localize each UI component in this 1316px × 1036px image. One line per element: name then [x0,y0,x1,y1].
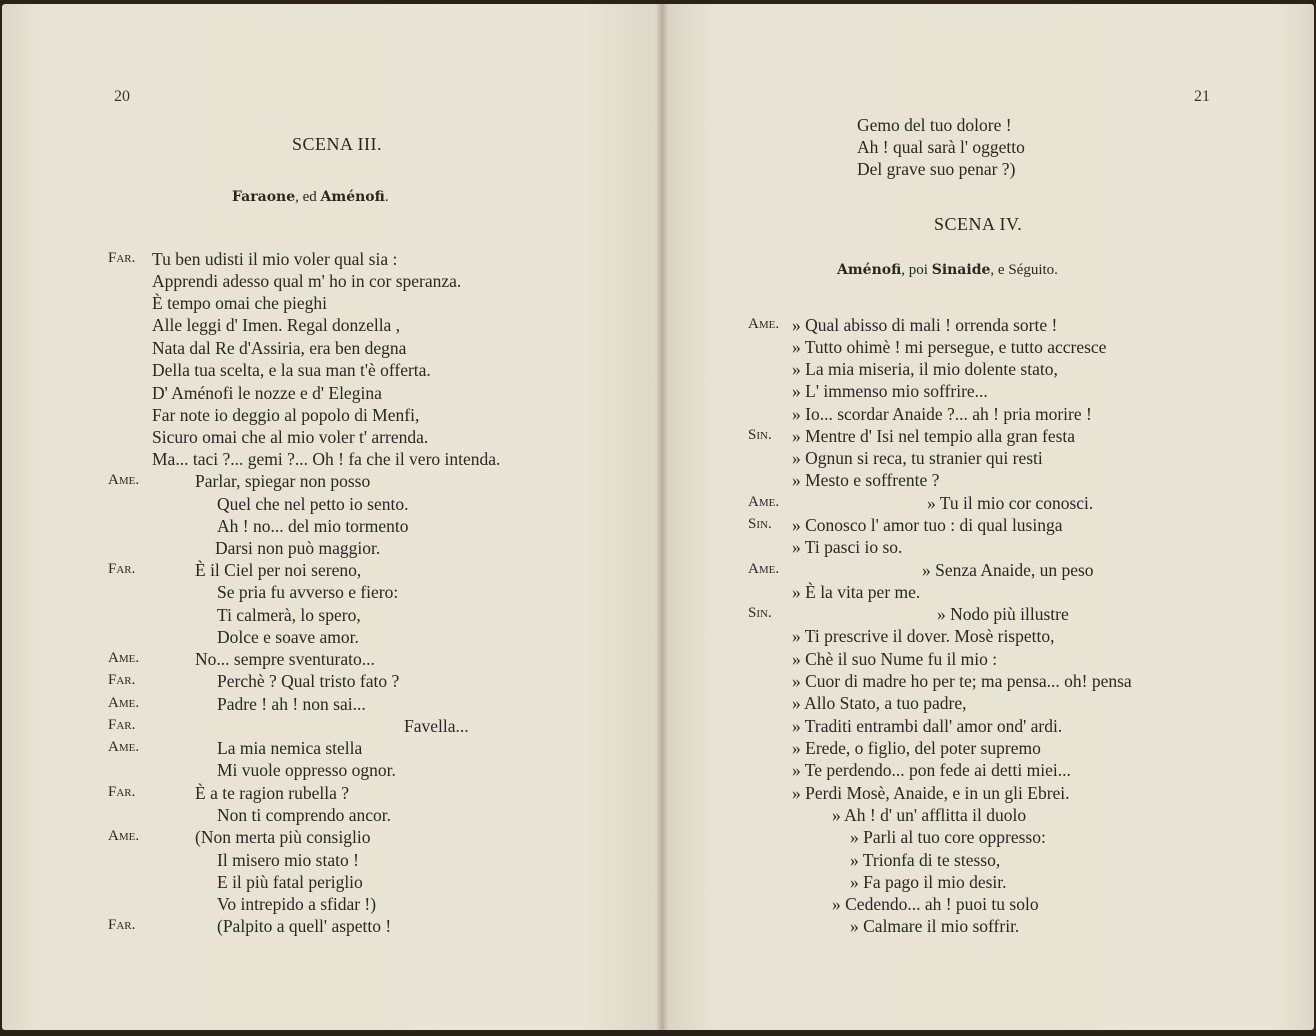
scene-characters [837,262,1058,279]
verse-line: » Chè il suo Nume fu il mio : [792,649,998,669]
verse-line: » Te perdendo... pon fede ai detti miei... [792,760,1071,780]
speaker-label: Ame. [748,561,780,577]
speaker-label: Sin. [748,605,772,621]
verse-line: Ah ! qual sarà l' oggetto [857,137,1025,157]
verse-line: » La mia miseria, il mio dolente stato, [792,359,1058,379]
speaker-label: Far. [108,672,136,688]
verse-line: » Cuor di madre ho per te; ma pensa... oh! pensa [792,671,1132,691]
verse-line: La mia nemica stella [217,738,363,758]
verse-line: » Ti pasci io so. [792,537,903,557]
verse-line: (Palpito a quell' aspetto ! [217,916,392,936]
verse-line: Far note io deggio al popolo di Menfi, [152,405,420,425]
verse-line: Tu ben udisti il mio voler qual sia : [152,249,398,269]
right-page [662,4,1314,1030]
left-page [2,4,662,1030]
scene-characters [232,189,389,206]
verse-line: » Tutto ohimè ! mi persegue, e tutto accresce [792,337,1107,357]
verse-line: Dolce e soave amor. [217,627,359,647]
verse-line: » Cedendo... ah ! puoi tu solo [832,894,1039,914]
verse-line: Ma... taci ?... gemi ?... Oh ! fa che il vero intenda. [152,449,501,469]
speaker-label: Ame. [108,695,140,711]
verse-line: » Fa pago il mio desir. [850,872,1007,892]
verse-line: » Conosco l' amor tuo : di qual lusinga [792,515,1063,535]
verse-line: È il Ciel per noi sereno, [195,560,362,580]
speaker-label: Far. [108,717,136,733]
verse-line: » L' immenso mio soffrire... [792,381,988,401]
verse-line: Nata dal Re d'Assiria, era ben degna [152,338,407,358]
verse-line: Perchè ? Qual tristo fato ? [217,671,400,691]
character-name-part: Faraone [232,189,296,205]
speaker-label: Sin. [748,427,772,443]
book-gutter [656,4,668,1030]
verse-line: » Calmare il mio soffrir. [850,916,1020,936]
verse-line: » Qual abisso di mali ! orrenda sorte ! [792,315,1058,335]
character-name-part: Aménofi [837,262,902,278]
verse-line: D' Aménofi le nozze e d' Elegina [152,383,382,403]
verse-line: » Traditi entrambi dall' amor ond' ardi. [792,716,1063,736]
speaker-label: Ame. [748,494,780,510]
verse-line: Del grave suo penar ?) [857,159,1016,179]
verse-line: Sicuro omai che al mio voler t' arrenda. [152,427,429,447]
character-name-part: , ed [295,189,321,205]
verse-line: Vo intrepido a sfidar !) [217,894,377,914]
speaker-label: Far. [108,784,136,800]
verse-line: Gemo del tuo dolore ! [857,115,1012,135]
verse-line: » Io... scordar Anaide ?... ah ! pria morire ! [792,404,1092,424]
verse-line: » Ti prescrive il dover. Mosè rispetto, [792,626,1055,646]
verse-line: Il misero mio stato ! [217,850,359,870]
verse-line: » Parli al tuo core oppresso: [850,827,1046,847]
verse-line: È tempo omai che pieghi [152,293,327,313]
verse-line: » Ah ! d' un' afflitta il duolo [832,805,1027,825]
verse-line: Padre ! ah ! non sai... [217,694,366,714]
scene-title: SCENA IV. [934,214,1023,234]
verse-line: » È la vita per me. [792,582,921,602]
verse-line: (Non merta più consiglio [195,827,371,847]
scene-title: SCENA III. [292,134,382,154]
speaker-label: Far. [108,917,136,933]
verse-line: È a te ragion rubella ? [195,783,350,803]
verse-line: Mi vuole oppresso ognor. [217,760,396,780]
verse-line: » Senza Anaide, un peso [922,560,1094,580]
character-name-part: . [384,189,389,205]
verse-line: Apprendi adesso qual m' ho in cor speranza. [152,271,462,291]
verse-line: Ah ! no... del mio tormento [217,516,409,536]
speaker-label: Sin. [748,516,772,532]
character-name-part: Sinaide [931,262,991,278]
character-name-part: , poi [901,262,932,278]
speaker-label: Ame. [108,828,140,844]
character-name-part: Aménofi [320,189,385,205]
verse-line: Non ti comprendo ancor. [217,805,391,825]
speaker-label: Ame. [748,316,780,332]
character-name-part: , e Séguito. [990,262,1058,278]
verse-line: No... sempre sventurato... [195,649,375,669]
verse-line: » Mesto e soffrente ? [792,470,940,490]
verse-line: Favella... [404,716,469,736]
verse-line: Parlar, spiegar non posso [195,471,371,491]
verse-line: Ti calmerà, lo spero, [217,605,361,625]
verse-line: Se pria fu avverso e fiero: [217,582,399,602]
page-number: 21 [1194,88,1210,105]
verse-line: Alle leggi d' Imen. Regal donzella , [152,315,401,335]
verse-line: » Trionfa di te stesso, [850,850,1001,870]
verse-line: Darsi non può maggior. [215,538,381,558]
verse-line: Quel che nel petto io sento. [217,494,409,514]
verse-line: » Perdi Mosè, Anaide, e in un gli Ebrei. [792,783,1070,803]
page-number: 20 [114,88,130,105]
verse-line: » Tu il mio cor conosci. [927,493,1094,513]
verse-line: » Ognun si reca, tu stranier qui resti [792,448,1043,468]
speaker-label: Ame. [108,472,140,488]
verse-line: » Allo Stato, a tuo padre, [792,693,967,713]
speaker-label: Ame. [108,739,140,755]
speaker-label: Far. [108,561,136,577]
verse-line: Della tua scelta, e la sua man t'è offerta. [152,360,431,380]
verse-line: » Erede, o figlio, del poter supremo [792,738,1041,758]
verse-line: » Nodo più illustre [937,604,1069,624]
verse-line: » Mentre d' Isi nel tempio alla gran festa [792,426,1076,446]
speaker-label: Ame. [108,650,140,666]
verse-line: E il più fatal periglio [217,872,363,892]
speaker-label: Far. [108,250,136,266]
